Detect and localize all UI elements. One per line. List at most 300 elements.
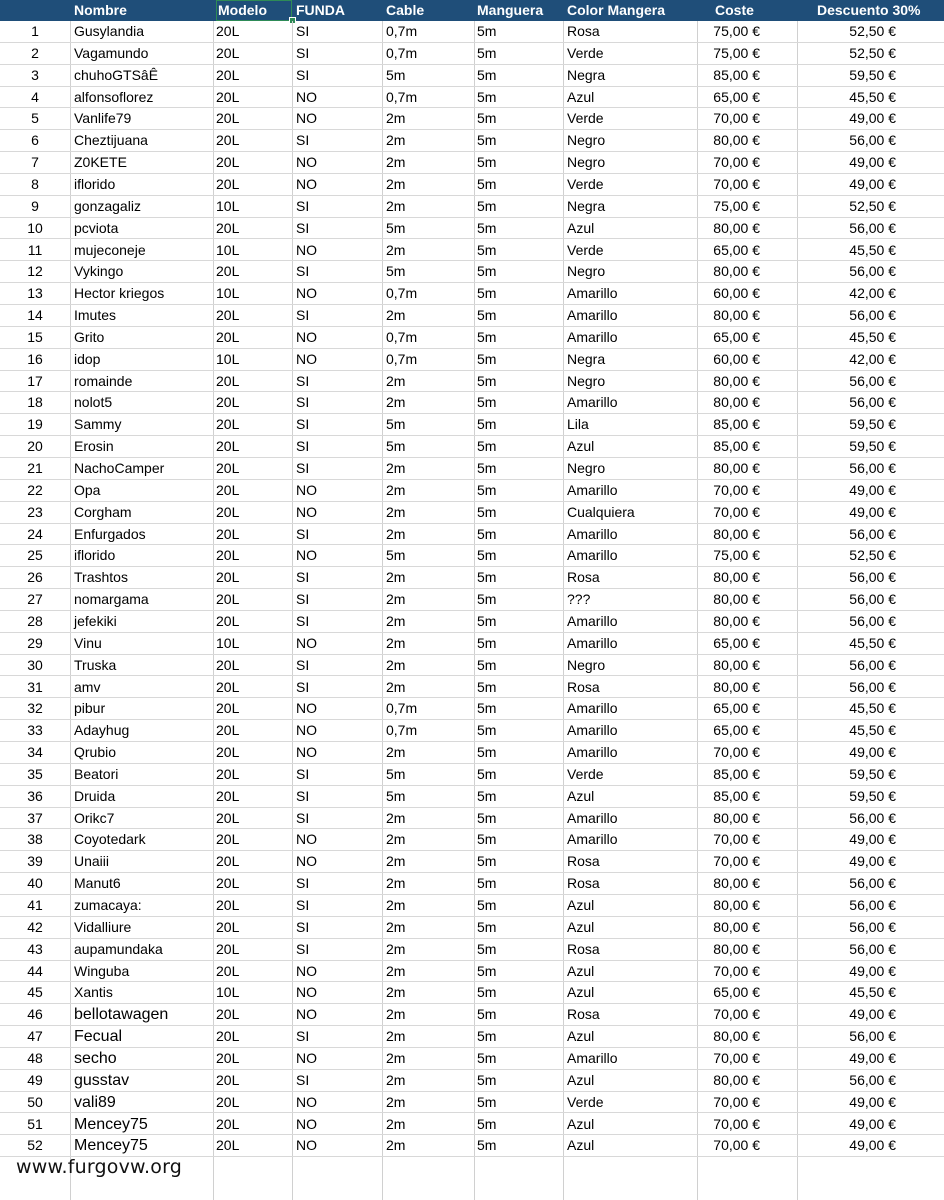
descuento-cell[interactable]: 56,00 € [849,591,896,608]
color-cell[interactable]: Negra [567,197,606,214]
nombre-cell[interactable]: iflorido [74,547,116,564]
funda-cell[interactable]: SI [296,394,310,411]
header-manguera[interactable]: Manguera [477,2,544,18]
modelo-cell[interactable]: 20L [216,787,240,804]
cable-cell[interactable]: 2m [386,1006,406,1023]
modelo-cell[interactable]: 20L [216,1006,240,1023]
manguera-cell[interactable]: 5m [477,722,497,739]
color-cell[interactable]: Amarillo [567,612,618,629]
color-cell[interactable]: Amarillo [567,307,618,324]
cable-cell[interactable]: 2m [386,809,406,826]
cable-cell[interactable]: 5m [386,416,406,433]
nombre-cell[interactable]: Trashtos [74,569,128,586]
nombre-cell[interactable]: pcviota [74,219,119,236]
manguera-cell[interactable]: 5m [477,1093,497,1110]
modelo-cell[interactable]: 20L [216,547,240,564]
modelo-cell[interactable]: 20L [216,110,240,127]
modelo-cell[interactable]: 20L [216,656,240,673]
coste-cell[interactable]: 80,00 € [713,525,760,542]
descuento-cell[interactable]: 42,00 € [849,285,896,302]
manguera-cell[interactable]: 5m [477,110,497,127]
funda-cell[interactable]: NO [296,503,317,520]
cable-cell[interactable]: 2m [386,503,406,520]
row-number-cell[interactable]: 5 [31,110,39,127]
manguera-cell[interactable]: 5m [477,44,497,61]
color-cell[interactable]: Cualquiera [567,503,635,520]
cable-cell[interactable]: 2m [386,525,406,542]
coste-cell[interactable]: 80,00 € [713,612,760,629]
nombre-cell[interactable]: Cheztijuana [74,132,148,149]
manguera-cell[interactable]: 5m [477,503,497,520]
manguera-cell[interactable]: 5m [477,1006,497,1023]
row-number-cell[interactable]: 40 [27,875,43,892]
coste-cell[interactable]: 70,00 € [713,1137,760,1154]
manguera-cell[interactable]: 5m [477,328,497,345]
descuento-cell[interactable]: 59,50 € [849,787,896,804]
manguera-cell[interactable]: 5m [477,809,497,826]
cable-cell[interactable]: 2m [386,1137,406,1154]
row-number-cell[interactable]: 50 [27,1093,43,1110]
coste-cell[interactable]: 80,00 € [713,460,760,476]
manguera-cell[interactable]: 5m [477,678,497,695]
color-cell[interactable]: Amarillo [567,547,618,564]
funda-cell[interactable]: SI [296,219,310,236]
modelo-cell[interactable]: 10L [216,350,240,367]
modelo-cell[interactable]: 20L [216,328,240,345]
nombre-cell[interactable]: Qrubio [74,744,117,761]
manguera-cell[interactable]: 5m [477,744,497,761]
modelo-cell[interactable]: 20L [216,525,240,542]
descuento-cell[interactable]: 56,00 € [849,918,896,935]
color-cell[interactable]: Verde [567,110,604,127]
modelo-cell[interactable]: 20L [216,722,240,739]
descuento-cell[interactable]: 56,00 € [849,394,896,411]
funda-cell[interactable]: SI [296,875,310,892]
modelo-cell[interactable]: 20L [216,416,240,433]
color-cell[interactable]: Verde [567,241,604,258]
cable-cell[interactable]: 0,7m [386,44,418,61]
manguera-cell[interactable]: 5m [477,307,497,324]
row-number-cell[interactable]: 47 [27,1028,43,1045]
manguera-cell[interactable]: 5m [477,416,497,433]
row-number-cell[interactable]: 26 [27,569,43,586]
coste-cell[interactable]: 80,00 € [713,875,760,892]
row-number-cell[interactable]: 45 [27,984,43,1001]
descuento-cell[interactable]: 49,00 € [849,962,896,979]
manguera-cell[interactable]: 5m [477,831,497,848]
modelo-cell[interactable]: 10L [216,241,240,258]
descuento-cell[interactable]: 56,00 € [849,875,896,892]
manguera-cell[interactable]: 5m [477,1137,497,1154]
coste-cell[interactable]: 80,00 € [713,940,760,957]
nombre-cell[interactable]: Unaiii [74,853,110,870]
descuento-cell[interactable]: 49,00 € [849,1049,896,1066]
nombre-cell[interactable]: zumacaya: [74,897,142,913]
manguera-cell[interactable]: 5m [477,1115,497,1132]
coste-cell[interactable]: 65,00 € [713,88,760,105]
color-cell[interactable]: Rosa [567,853,600,870]
coste-cell[interactable]: 75,00 € [713,44,760,61]
descuento-cell[interactable]: 52,50 € [849,23,896,39]
descuento-cell[interactable]: 45,50 € [849,328,896,345]
modelo-cell[interactable]: 20L [216,831,240,848]
descuento-cell[interactable]: 56,00 € [849,569,896,586]
row-number-cell[interactable]: 10 [27,219,43,236]
color-cell[interactable]: Amarillo [567,722,618,739]
color-cell[interactable]: Amarillo [567,809,618,826]
descuento-cell[interactable]: 52,50 € [849,197,896,214]
cable-cell[interactable]: 5m [386,219,406,236]
funda-cell[interactable]: SI [296,678,310,695]
manguera-cell[interactable]: 5m [477,918,497,935]
nombre-cell[interactable]: Manut6 [74,875,121,892]
descuento-cell[interactable]: 56,00 € [849,678,896,695]
manguera-cell[interactable]: 5m [477,481,497,498]
cable-cell[interactable]: 2m [386,394,406,411]
row-number-cell[interactable]: 9 [31,197,39,214]
color-cell[interactable]: ??? [567,591,591,608]
descuento-cell[interactable]: 49,00 € [849,175,896,192]
color-cell[interactable]: Azul [567,1137,595,1154]
cable-cell[interactable]: 2m [386,1093,406,1110]
funda-cell[interactable]: SI [296,569,310,586]
funda-cell[interactable]: SI [296,940,310,957]
manguera-cell[interactable]: 5m [477,438,497,455]
modelo-cell[interactable]: 10L [216,984,240,1001]
cable-cell[interactable]: 0,7m [386,23,418,39]
descuento-cell[interactable]: 56,00 € [849,525,896,542]
nombre-cell[interactable]: Z0KETE [74,154,127,171]
cable-cell[interactable]: 0,7m [386,88,418,105]
cable-cell[interactable]: 2m [386,831,406,848]
descuento-cell[interactable]: 56,00 € [849,263,896,280]
row-number-cell[interactable]: 43 [27,940,43,957]
cable-cell[interactable]: 2m [386,853,406,870]
descuento-cell[interactable]: 49,00 € [849,853,896,870]
row-number-cell[interactable]: 39 [27,853,43,870]
coste-cell[interactable]: 70,00 € [713,831,760,848]
funda-cell[interactable]: SI [296,438,310,455]
coste-cell[interactable]: 65,00 € [713,634,760,651]
descuento-cell[interactable]: 56,00 € [849,1028,896,1045]
manguera-cell[interactable]: 5m [477,394,497,411]
manguera-cell[interactable]: 5m [477,787,497,804]
coste-cell[interactable]: 80,00 € [713,569,760,586]
nombre-cell[interactable]: iflorido [74,175,116,192]
cable-cell[interactable]: 5m [386,765,406,782]
header-nombre[interactable]: Nombre [74,2,127,18]
modelo-cell[interactable]: 20L [216,438,240,455]
manguera-cell[interactable]: 5m [477,656,497,673]
color-cell[interactable]: Amarillo [567,394,618,411]
manguera-cell[interactable]: 5m [477,1071,497,1088]
funda-cell[interactable]: NO [296,962,317,979]
cable-cell[interactable]: 2m [386,460,406,476]
nombre-cell[interactable]: NachoCamper [74,460,165,476]
color-cell[interactable]: Amarillo [567,831,618,848]
color-cell[interactable]: Rosa [567,875,600,892]
nombre-cell[interactable]: secho [74,1049,117,1067]
coste-cell[interactable]: 80,00 € [713,897,760,913]
color-cell[interactable]: Amarillo [567,328,618,345]
coste-cell[interactable]: 80,00 € [713,809,760,826]
nombre-cell[interactable]: Gusylandia [74,23,145,39]
color-cell[interactable]: Azul [567,1115,595,1132]
descuento-cell[interactable]: 59,50 € [849,416,896,433]
nombre-cell[interactable]: aupamundaka [74,940,163,957]
nombre-cell[interactable]: Mencey75 [74,1137,148,1155]
header-coste[interactable]: Coste [715,2,754,18]
row-number-cell[interactable]: 52 [27,1137,43,1154]
descuento-cell[interactable]: 49,00 € [849,1093,896,1110]
descuento-cell[interactable]: 56,00 € [849,897,896,913]
header-descuento[interactable]: Descuento 30% [817,2,921,18]
nombre-cell[interactable]: Vidalliure [74,918,132,935]
row-number-cell[interactable]: 41 [27,897,43,913]
modelo-cell[interactable]: 20L [216,591,240,608]
color-cell[interactable]: Rosa [567,23,600,39]
modelo-cell[interactable]: 20L [216,853,240,870]
descuento-cell[interactable]: 56,00 € [849,612,896,629]
funda-cell[interactable]: SI [296,897,310,913]
modelo-cell[interactable]: 20L [216,1071,240,1088]
cable-cell[interactable]: 0,7m [386,328,418,345]
modelo-cell[interactable]: 20L [216,132,240,149]
descuento-cell[interactable]: 49,00 € [849,154,896,171]
coste-cell[interactable]: 70,00 € [713,154,760,171]
descuento-cell[interactable]: 45,50 € [849,700,896,717]
nombre-cell[interactable]: Imutes [74,307,117,324]
modelo-cell[interactable]: 20L [216,678,240,695]
coste-cell[interactable]: 80,00 € [713,132,760,149]
funda-cell[interactable]: NO [296,853,317,870]
funda-cell[interactable]: NO [296,1137,317,1154]
color-cell[interactable]: Azul [567,1071,595,1088]
coste-cell[interactable]: 80,00 € [713,678,760,695]
cable-cell[interactable]: 0,7m [386,350,418,367]
modelo-cell[interactable]: 20L [216,88,240,105]
cable-cell[interactable]: 2m [386,132,406,149]
modelo-cell[interactable]: 20L [216,263,240,280]
nombre-cell[interactable]: bellotawagen [74,1006,169,1024]
nombre-cell[interactable]: Xantis [74,984,113,1001]
color-cell[interactable]: Verde [567,175,604,192]
cable-cell[interactable]: 2m [386,154,406,171]
modelo-cell[interactable]: 20L [216,307,240,324]
manguera-cell[interactable]: 5m [477,591,497,608]
funda-cell[interactable]: NO [296,1093,317,1110]
row-number-cell[interactable]: 15 [27,328,43,345]
cable-cell[interactable]: 2m [386,175,406,192]
color-cell[interactable]: Rosa [567,569,600,586]
header-color-mangera[interactable]: Color Mangera [567,2,666,18]
color-cell[interactable]: Negro [567,154,606,171]
descuento-cell[interactable]: 56,00 € [849,307,896,324]
row-number-cell[interactable]: 7 [31,154,39,171]
funda-cell[interactable]: NO [296,350,317,367]
manguera-cell[interactable]: 5m [477,460,497,476]
modelo-cell[interactable]: 20L [216,503,240,520]
manguera-cell[interactable]: 5m [477,940,497,957]
modelo-cell[interactable]: 20L [216,219,240,236]
descuento-cell[interactable]: 42,00 € [849,350,896,367]
funda-cell[interactable]: SI [296,44,310,61]
row-number-cell[interactable]: 22 [27,481,43,498]
nombre-cell[interactable]: gonzagaliz [74,197,141,214]
cable-cell[interactable]: 2m [386,656,406,673]
cable-cell[interactable]: 0,7m [386,700,418,717]
manguera-cell[interactable]: 5m [477,154,497,171]
manguera-cell[interactable]: 5m [477,197,497,214]
descuento-cell[interactable]: 56,00 € [849,656,896,673]
modelo-cell[interactable]: 20L [216,962,240,979]
descuento-cell[interactable]: 56,00 € [849,1071,896,1088]
funda-cell[interactable]: SI [296,591,310,608]
modelo-cell[interactable]: 20L [216,66,240,83]
coste-cell[interactable]: 60,00 € [713,285,760,302]
descuento-cell[interactable]: 59,50 € [849,765,896,782]
color-cell[interactable]: Negro [567,460,606,476]
cable-cell[interactable]: 2m [386,612,406,629]
cable-cell[interactable]: 2m [386,372,406,389]
nombre-cell[interactable]: Vagamundo [74,44,149,61]
row-number-cell[interactable]: 18 [27,394,43,411]
coste-cell[interactable]: 85,00 € [713,66,760,83]
modelo-cell[interactable]: 20L [216,569,240,586]
coste-cell[interactable]: 75,00 € [713,23,760,39]
color-cell[interactable]: Negra [567,350,606,367]
manguera-cell[interactable]: 5m [477,984,497,1001]
coste-cell[interactable]: 70,00 € [713,110,760,127]
color-cell[interactable]: Negro [567,263,606,280]
color-cell[interactable]: Negro [567,132,606,149]
color-cell[interactable]: Azul [567,984,595,1001]
cable-cell[interactable]: 2m [386,678,406,695]
color-cell[interactable]: Verde [567,44,604,61]
color-cell[interactable]: Azul [567,897,595,913]
nombre-cell[interactable]: Coyotedark [74,831,146,848]
descuento-cell[interactable]: 49,00 € [849,481,896,498]
descuento-cell[interactable]: 52,50 € [849,547,896,564]
cable-cell[interactable]: 5m [386,787,406,804]
nombre-cell[interactable]: chuhoGTSâÊ [74,66,159,83]
coste-cell[interactable]: 65,00 € [713,328,760,345]
coste-cell[interactable]: 65,00 € [713,984,760,1001]
cable-cell[interactable]: 2m [386,962,406,979]
coste-cell[interactable]: 80,00 € [713,307,760,324]
descuento-cell[interactable]: 49,00 € [849,1006,896,1023]
row-number-cell[interactable]: 14 [27,307,43,324]
funda-cell[interactable]: NO [296,175,317,192]
nombre-cell[interactable]: Fecual [74,1028,123,1046]
funda-cell[interactable]: NO [296,110,317,127]
cable-cell[interactable]: 2m [386,744,406,761]
row-number-cell[interactable]: 8 [31,175,39,192]
descuento-cell[interactable]: 56,00 € [849,132,896,149]
color-cell[interactable]: Amarillo [567,700,618,717]
nombre-cell[interactable]: Enfurgados [74,525,146,542]
row-number-cell[interactable]: 29 [27,634,43,651]
coste-cell[interactable]: 80,00 € [713,591,760,608]
modelo-cell[interactable]: 20L [216,765,240,782]
coste-cell[interactable]: 70,00 € [713,853,760,870]
row-number-cell[interactable]: 24 [27,525,43,542]
funda-cell[interactable]: SI [296,372,310,389]
funda-cell[interactable]: NO [296,700,317,717]
manguera-cell[interactable]: 5m [477,285,497,302]
modelo-cell[interactable]: 10L [216,197,240,214]
coste-cell[interactable]: 80,00 € [713,656,760,673]
manguera-cell[interactable]: 5m [477,263,497,280]
color-cell[interactable]: Amarillo [567,634,618,651]
funda-cell[interactable]: NO [296,831,317,848]
modelo-cell[interactable]: 20L [216,940,240,957]
header-modelo[interactable]: Modelo [216,0,292,21]
cable-cell[interactable]: 2m [386,1028,406,1045]
modelo-cell[interactable]: 20L [216,175,240,192]
row-number-cell[interactable]: 2 [31,44,39,61]
color-cell[interactable]: Verde [567,1093,604,1110]
funda-cell[interactable]: SI [296,263,310,280]
coste-cell[interactable]: 70,00 € [713,1049,760,1066]
descuento-cell[interactable]: 45,50 € [849,634,896,651]
funda-cell[interactable]: SI [296,23,310,39]
manguera-cell[interactable]: 5m [477,23,497,39]
funda-cell[interactable]: SI [296,1071,310,1088]
nombre-cell[interactable]: Adayhug [74,722,130,739]
descuento-cell[interactable]: 56,00 € [849,219,896,236]
descuento-cell[interactable]: 45,50 € [849,241,896,258]
nombre-cell[interactable]: idop [74,350,101,367]
row-number-cell[interactable]: 48 [27,1049,43,1066]
coste-cell[interactable]: 70,00 € [713,1093,760,1110]
modelo-cell[interactable]: 20L [216,897,240,913]
cable-cell[interactable]: 2m [386,634,406,651]
row-number-cell[interactable]: 27 [27,591,43,608]
modelo-cell[interactable]: 20L [216,809,240,826]
funda-cell[interactable]: SI [296,132,310,149]
nombre-cell[interactable]: amv [74,678,101,695]
nombre-cell[interactable]: alfonsoflorez [74,88,154,105]
modelo-cell[interactable]: 20L [216,918,240,935]
manguera-cell[interactable]: 5m [477,634,497,651]
funda-cell[interactable]: SI [296,656,310,673]
color-cell[interactable]: Amarillo [567,1049,618,1066]
funda-cell[interactable]: SI [296,918,310,935]
color-cell[interactable]: Amarillo [567,285,618,302]
manguera-cell[interactable]: 5m [477,241,497,258]
descuento-cell[interactable]: 49,00 € [849,503,896,520]
funda-cell[interactable]: SI [296,460,310,476]
coste-cell[interactable]: 85,00 € [713,416,760,433]
cable-cell[interactable]: 0,7m [386,722,418,739]
coste-cell[interactable]: 80,00 € [713,372,760,389]
descuento-cell[interactable]: 59,50 € [849,438,896,455]
color-cell[interactable]: Amarillo [567,744,618,761]
descuento-cell[interactable]: 45,50 € [849,722,896,739]
manguera-cell[interactable]: 5m [477,372,497,389]
coste-cell[interactable]: 80,00 € [713,394,760,411]
funda-cell[interactable]: NO [296,481,317,498]
cable-cell[interactable]: 5m [386,263,406,280]
row-number-cell[interactable]: 49 [27,1071,43,1088]
row-number-cell[interactable]: 51 [27,1115,43,1132]
nombre-cell[interactable]: Vanlife79 [74,110,132,127]
manguera-cell[interactable]: 5m [477,569,497,586]
nombre-cell[interactable]: mujeconeje [74,241,146,258]
color-cell[interactable]: Negra [567,66,606,83]
modelo-cell[interactable]: 20L [216,1093,240,1110]
